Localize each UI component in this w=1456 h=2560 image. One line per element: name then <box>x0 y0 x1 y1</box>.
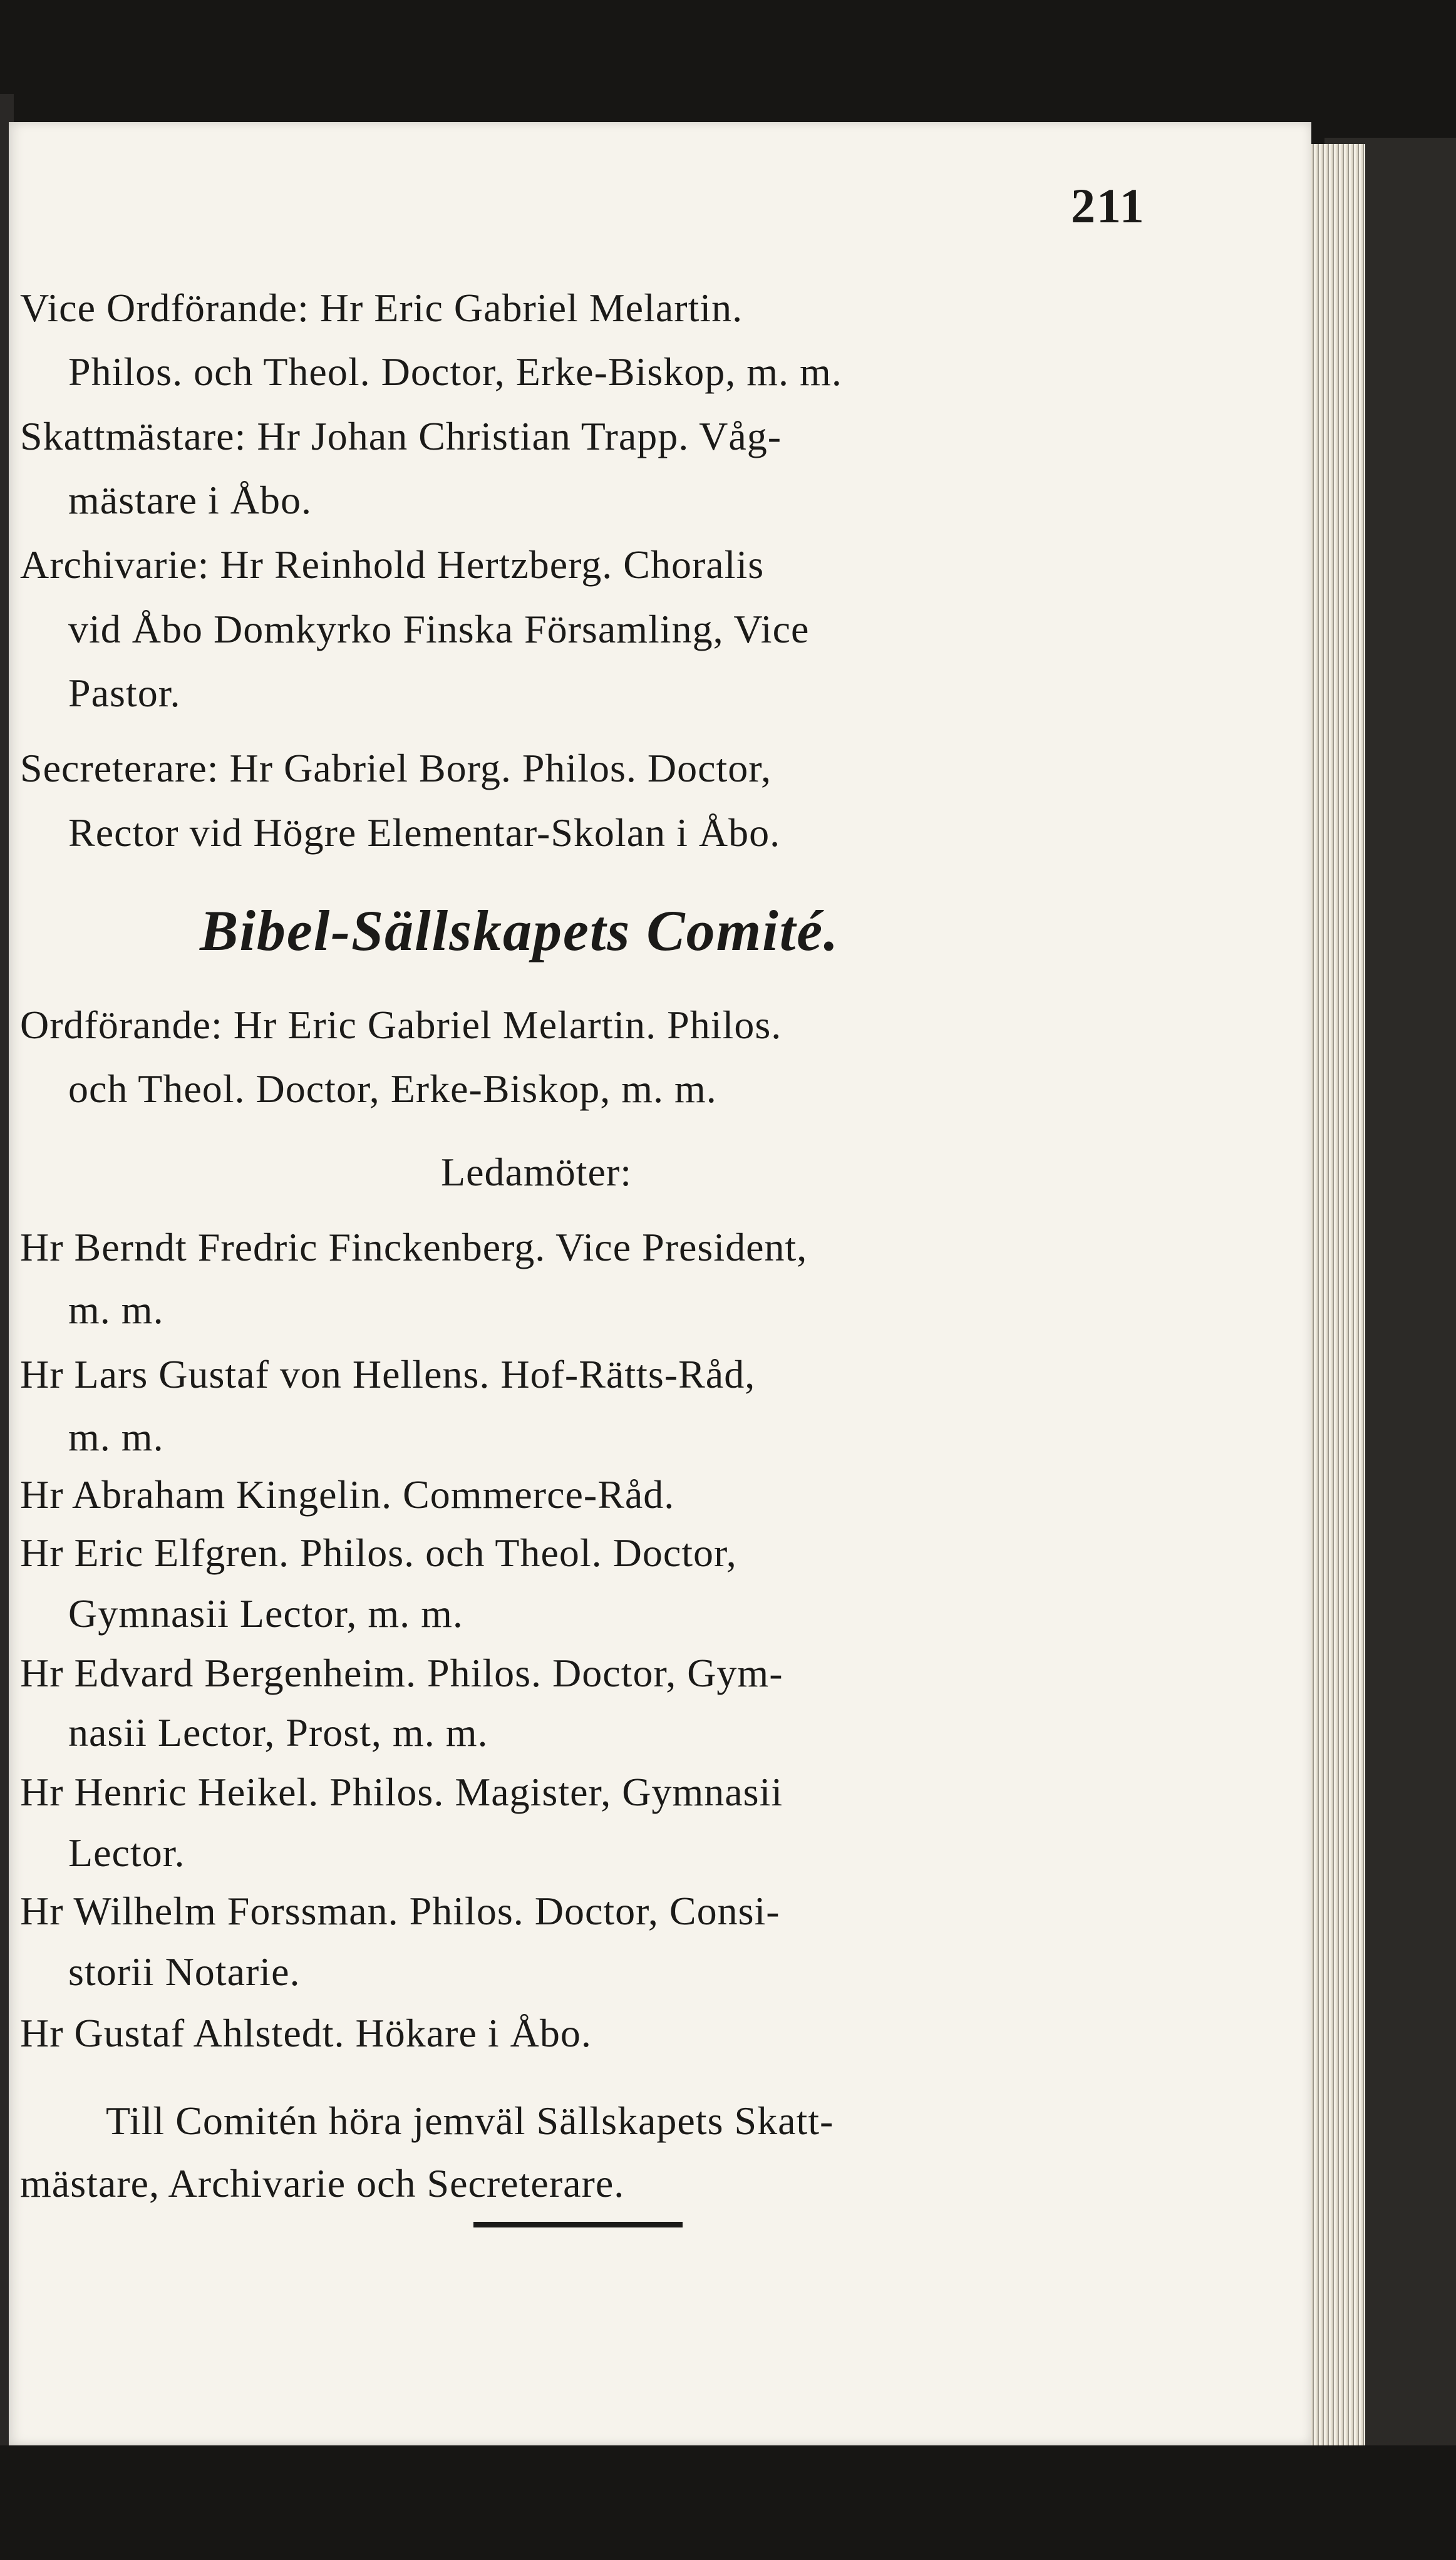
member-entry: Hr Gustaf Ahlstedt. Hökare i Åbo. <box>20 2011 592 2055</box>
page-number: 211 <box>1071 178 1145 233</box>
officer-entry-treasurer: Skattmästare: Hr Johan Christian Trapp. Våg- <box>20 414 782 458</box>
member-entry-continued: m. m. <box>68 1288 164 1332</box>
member-entry: Hr Wilhelm Forssman. Philos. Doctor, Consi- <box>20 1889 780 1933</box>
officer-entry-archivist-continued: Pastor. <box>68 671 181 715</box>
closing-paragraph-continued: mästare, Archivarie och Secreterare. <box>20 2161 625 2206</box>
member-entry: Hr Henric Heikel. Philos. Magister, Gymnasii <box>20 1770 783 1814</box>
officer-entry-secretary-continued: Rector vid Högre Elementar-Skolan i Åbo. <box>68 810 781 855</box>
scan-background-bottom <box>0 2445 1456 2560</box>
member-entry-continued: Gymnasii Lector, m. m. <box>68 1591 463 1636</box>
end-rule <box>473 2222 683 2227</box>
officer-entry-archivist-continued: vid Åbo Domkyrko Finska Församling, Vice <box>68 607 810 651</box>
book-page <box>9 122 1311 2445</box>
member-entry: Hr Berndt Fredric Finckenberg. Vice President, <box>20 1225 808 1269</box>
member-entry: Hr Eric Elfgren. Philos. och Theol. Doctor, <box>20 1530 737 1575</box>
section-heading: Bibel-Sällskapets Comité. <box>200 899 840 963</box>
member-entry-continued: nasii Lector, Prost, m. m. <box>68 1710 488 1755</box>
member-entry: Hr Edvard Bergenheim. Philos. Doctor, Gym- <box>20 1651 783 1695</box>
members-heading: Ledamöter: <box>441 1150 632 1194</box>
chairman-entry: Ordförande: Hr Eric Gabriel Melartin. Philos. <box>20 1003 782 1047</box>
officer-entry-archivist: Archivarie: Hr Reinhold Hertzberg. Choralis <box>20 542 765 587</box>
officer-entry-secretary: Secreterare: Hr Gabriel Borg. Philos. Doctor, <box>20 746 772 790</box>
member-entry-continued: storii Notarie. <box>68 1949 301 1994</box>
closing-paragraph: Till Comitén höra jemväl Sällskapets Skatt- <box>106 2098 834 2143</box>
page-edges <box>1306 144 1365 2474</box>
officer-entry-vice-chairman: Vice Ordförande: Hr Eric Gabriel Melartin. <box>20 286 743 330</box>
chairman-entry-continued: och Theol. Doctor, Erke-Biskop, m. m. <box>68 1066 717 1111</box>
member-entry-continued: m. m. <box>68 1415 164 1459</box>
officer-entry-vice-chairman-continued: Philos. och Theol. Doctor, Erke-Biskop, m. m. <box>68 349 842 394</box>
member-entry-continued: Lector. <box>68 1830 185 1875</box>
officer-entry-treasurer-continued: mästare i Åbo. <box>68 478 312 522</box>
member-entry: Hr Abraham Kingelin. Commerce-Råd. <box>20 1472 675 1517</box>
member-entry: Hr Lars Gustaf von Hellens. Hof-Rätts-Råd, <box>20 1352 756 1396</box>
